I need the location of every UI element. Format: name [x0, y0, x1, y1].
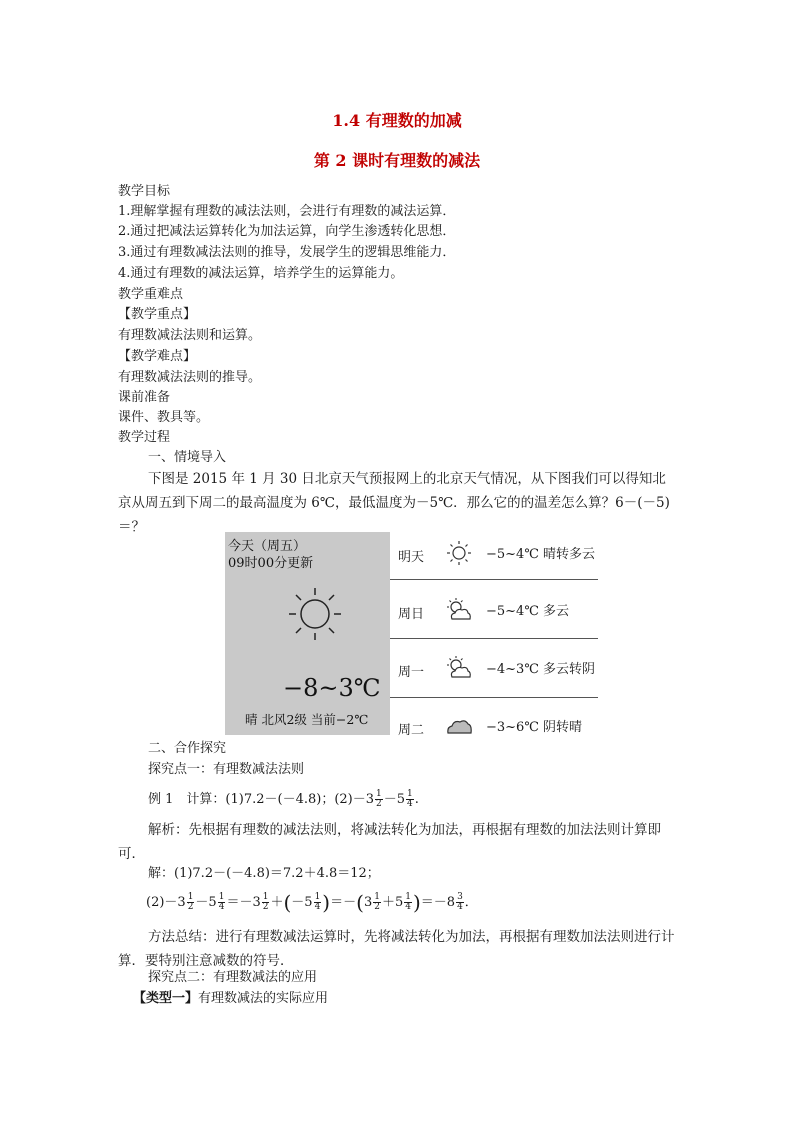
page-title: 1.4 有理数的加减: [332, 111, 462, 130]
objective-item: 4.通过有理数的减法运算，培养学生的运算能力。: [118, 266, 404, 281]
explore-heading: 探究点一：有理数减法法则: [148, 762, 305, 777]
update-time: 09时00分更新: [228, 556, 314, 571]
solution-line: 解：(1)7.2－(－4.8)＝7.2＋4.8＝12；: [148, 866, 380, 881]
forecast-text: −3~6℃ 阴转晴: [486, 720, 583, 735]
fraction: $\frac{1}{2}$: [376, 789, 382, 809]
sun-icon: [287, 586, 343, 642]
objective-item: 3.通过有理数减法法则的推导，发展学生的逻辑思维能力．: [118, 245, 456, 260]
summary-paragraph: 方法总结：进行有理数减法运算时，先将减法转化为加法，再根据有理数加法法则进行计算．要特别注意减数的符号．: [118, 929, 675, 969]
analysis-paragraph: 解析：先根据有理数的减法法则，将减法转化为加法，再根据有理数的加法法则计算即可．: [118, 822, 661, 862]
objectives-heading: 教学目标: [118, 184, 171, 199]
solution-line: (2)－3 $\frac{1}{2}$ －5 $\frac{1}{4}$ ＝－3 $\frac{1}{2}$ ＋(－5 $\frac{1}{4}$ )＝－(3 $\frac{1}{2}$ ＋5 $\frac{1}{4}$ )＝－8 $\frac{3}{4}$ ．: [146, 890, 478, 915]
explore-heading: 探究点二：有理数减法的应用: [148, 970, 318, 985]
section-heading: 二、合作探究: [148, 741, 227, 756]
difficulty-text: 有理数减法法则的推导。: [118, 370, 262, 385]
today-detail: 晴 北风2级 当前−2℃: [245, 712, 369, 727]
example-q2: －5: [383, 792, 406, 807]
divider: [390, 638, 598, 639]
fraction: $\frac{1}{2}$: [187, 892, 194, 912]
weather-forecast-list: [390, 532, 598, 738]
fraction: $\frac{1}{2}$: [374, 892, 380, 912]
section-heading: 一、情境导入: [148, 450, 227, 465]
intro-paragraph: 下图是 2015 年 1 月 30 日北京天气预报网上的北京天气情况，从下图我们可以得知北京从周五到下周二的最高温度为 6℃，最低温度为－5℃．那么它的的温差怎么算？6－(－5)＝？: [118, 471, 670, 535]
type-line: [133, 991, 328, 1007]
type-text: 有理数减法的实际应用: [198, 991, 329, 1006]
divider: [390, 697, 598, 698]
type-tag: 【类型一】: [133, 991, 199, 1006]
divider: [390, 579, 598, 580]
weather-today-panel: [225, 532, 390, 735]
process-heading: 教学过程: [118, 430, 171, 445]
objective-item: 2.通过把减法运算转化为加法运算，向学生渗透转化思想．: [118, 224, 456, 239]
sun-cloud-icon: [446, 597, 472, 623]
forecast-day: 明天: [398, 550, 425, 565]
forecast-row: [390, 705, 598, 762]
today-temperature: −8~3℃: [283, 674, 381, 702]
objective-item: 1.理解掌握有理数的减法法则，会进行有理数的减法运算．: [118, 204, 456, 219]
fraction: $\frac{1}{4}$: [314, 892, 321, 912]
fraction: $\frac{1}{4}$: [405, 892, 411, 912]
key-point-tag: 【教学重点】: [118, 307, 197, 322]
forecast-day: 周二: [398, 723, 425, 738]
sun-cloud-icon: [446, 655, 472, 681]
example-label: 例 1 计算：: [148, 792, 226, 807]
key-heading: 教学重难点: [118, 287, 184, 302]
prep-text: 课件、教具等。: [118, 410, 210, 425]
sun-icon: [446, 540, 472, 566]
page-subtitle: 第 2 课时有理数的减法: [313, 151, 481, 170]
forecast-text: −5~4℃ 晴转多云: [486, 547, 596, 562]
forecast-day: 周一: [398, 665, 425, 680]
prep-heading: 课前准备: [118, 390, 171, 405]
fraction: $\frac{1}{2}$: [262, 892, 269, 912]
fraction: $\frac{1}{4}$: [407, 789, 413, 809]
today-label: 今天（周五）: [228, 539, 307, 554]
fraction: $\frac{3}{4}$: [457, 892, 463, 912]
fraction: $\frac{1}{4}$: [218, 892, 225, 912]
forecast-row: [390, 647, 598, 704]
forecast-day: 周日: [398, 607, 425, 622]
key-point-text: 有理数减法法则和运算。: [118, 328, 262, 343]
cloud-icon: [446, 713, 472, 739]
forecast-text: −5~4℃ 多云: [486, 604, 570, 619]
example-q1: (1)7.2－(－4.8)；(2)－3: [225, 792, 374, 807]
forecast-row: [390, 532, 598, 589]
example-line: 例 1 计算：(1)7.2－(－4.8)；(2)－3 $\frac{1}{2}$ －5 $\frac{1}{4}$ .: [148, 789, 419, 809]
difficulty-tag: 【教学难点】: [118, 349, 197, 364]
forecast-text: −4~3℃ 多云转阴: [486, 662, 596, 677]
